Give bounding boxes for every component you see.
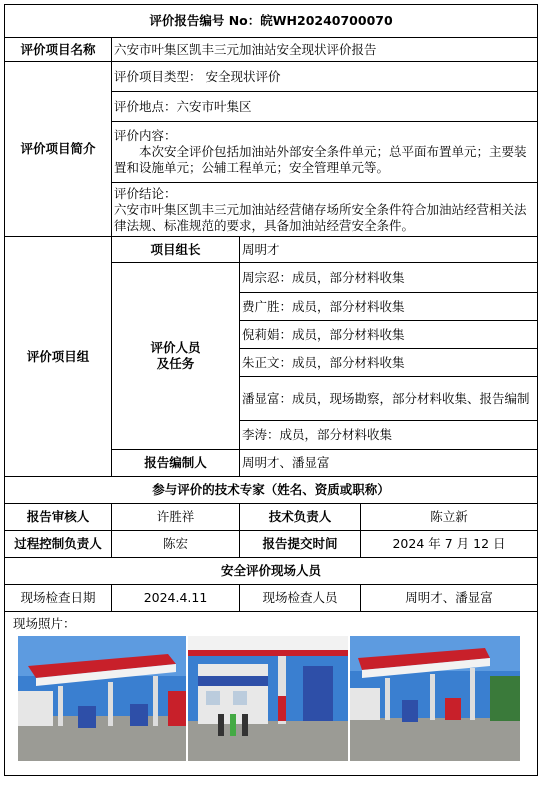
inspectors-value: 周明才、潘显富 — [361, 585, 538, 612]
report-number-label: 评价报告编号 — [149, 13, 225, 28]
tech-lead-value: 陈立新 — [361, 504, 538, 531]
members-label: 评价人员 及任务 — [112, 263, 240, 450]
tech-lead-label: 技术负责人 — [240, 504, 361, 531]
process-value: 陈宏 — [112, 531, 240, 558]
leader-label: 项目组长 — [112, 237, 240, 263]
project-content — [112, 122, 538, 183]
report-number-row — [5, 5, 538, 38]
site-staff-heading: 安全评价现场人员 — [5, 558, 538, 585]
gas-station-photo-2 — [188, 636, 348, 761]
project-type: 评价项目类型： 安全现状评价 — [112, 62, 538, 92]
member-row: 费广胜：成员，部分材料收集 — [240, 293, 538, 321]
report-number-value: No：皖WH20240700070 — [228, 13, 393, 28]
member-row: 朱正文：成员，部分材料收集 — [240, 349, 538, 377]
member-row: 周宗忍：成员，部分材料收集 — [240, 263, 538, 293]
inspect-date-label: 现场检查日期 — [5, 585, 112, 612]
author-value: 周明才、潘显富 — [240, 450, 538, 477]
content-text: 本次安全评价包括加油站外部安全条件单元；总平面布置单元；主要装置和设施单元；公辅工程单元；安全管理单元等。 — [114, 144, 527, 175]
reviewer-value: 许胜祥 — [112, 504, 240, 531]
leader-value: 周明才 — [240, 237, 538, 263]
site-photos-cell — [5, 612, 538, 776]
team-label: 评价项目组 — [5, 237, 112, 477]
gas-station-photo-1 — [18, 636, 186, 761]
member-row: 李涛：成员，部分材料收集 — [240, 421, 538, 450]
process-label: 过程控制负责人 — [5, 531, 112, 558]
project-name-value: 六安市叶集区凯丰三元加油站安全现状评价报告 — [112, 38, 538, 62]
site-photos — [13, 636, 529, 761]
project-conclusion — [112, 183, 538, 237]
conclusion-text: 六安市叶集区凯丰三元加油站经营储存场所安全条件符合加油站经营相关法律法规、标准规范的要求，具备加油站经营安全条件。 — [114, 201, 527, 233]
evaluation-report-table — [4, 4, 538, 776]
inspectors-label: 现场检查人员 — [240, 585, 361, 612]
project-name-label: 评价项目名称 — [5, 38, 112, 62]
submit-label: 报告提交时间 — [240, 531, 361, 558]
inspect-date-value: 2024.4.11 — [112, 585, 240, 612]
reviewer-label: 报告审核人 — [5, 504, 112, 531]
site-photos-label: 现场照片： — [13, 616, 76, 631]
author-label: 报告编制人 — [112, 450, 240, 477]
content-label: 评价内容： — [114, 128, 177, 143]
gas-station-photo-3 — [350, 636, 520, 761]
member-row: 倪莉娟：成员，部分材料收集 — [240, 321, 538, 349]
conclusion-label: 评价结论： — [114, 185, 177, 201]
project-location: 评价地点：六安市叶集区 — [112, 92, 538, 122]
project-intro-label: 评价项目简介 — [5, 62, 112, 237]
experts-heading: 参与评价的技术专家（姓名、资质或职称） — [5, 477, 538, 504]
submit-value: 2024 年 7 月 12 日 — [361, 531, 538, 558]
member-row: 潘显富：成员，现场勘察，部分材料收集、报告编制 — [240, 377, 538, 421]
